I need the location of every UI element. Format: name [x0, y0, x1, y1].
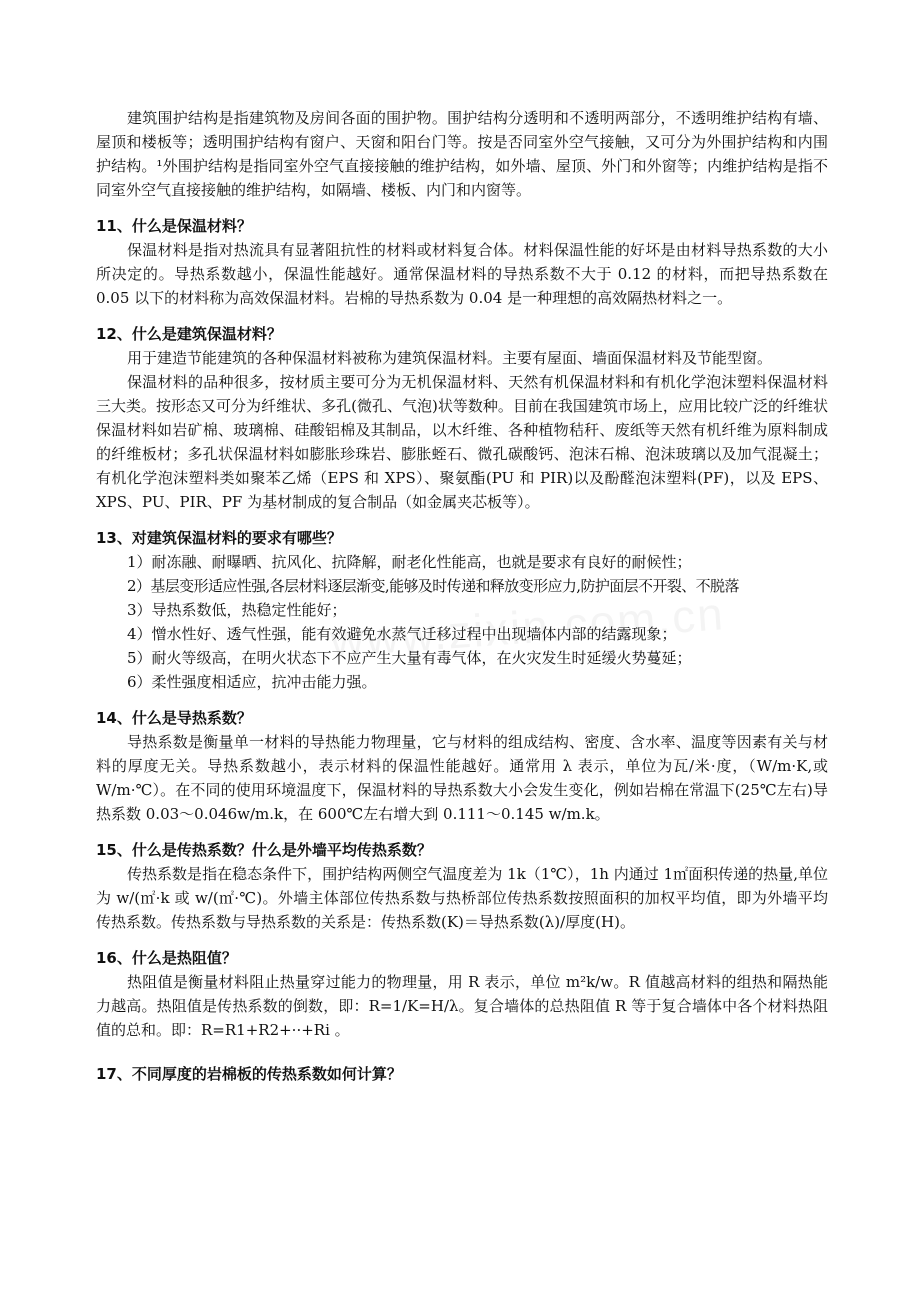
section-11	[96, 214, 828, 310]
section-17	[96, 1062, 828, 1086]
section-paragraph: 传热系数是指在稳态条件下，围护结构两侧空气温度差为 1k（1℃），1h 内通过 1㎡面积传递的热量,单位为 w/(㎡·k 或 w/(㎡·℃)。外墙主体部位传热系数与热桥部位传热系数按照面积的加权平均值，即为外墙平均传热系数。传热系数与导热系数的关系是：传热系数(K)＝导热系数(λ)/厚度(H)。	[96, 865, 828, 931]
section-heading: 17、不同厚度的岩棉板的传热系数如何计算？	[96, 1065, 402, 1083]
section-heading: 12、什么是建筑保温材料？	[96, 325, 282, 343]
intro-paragraph: 建筑围护结构是指建筑物及房间各面的围护物。围护结构分透明和不透明两部分，不透明维护结构有墙、屋顶和楼板等；透明围护结构有窗户、天窗和阳台门等。按是否同室外空气接触，又可分为外围护结构和内围护结构。¹外围护结构是指同室外空气直接接触的维护结构，如外墙、屋顶、外门和外窗等；内维护结构是指不同室外空气直接接触的维护结构，如隔墙、楼板、内门和内窗等。	[96, 109, 828, 199]
section-14	[96, 706, 828, 826]
section-13	[96, 526, 828, 694]
section-heading: 14、什么是导热系数？	[96, 709, 252, 727]
section-16	[96, 946, 828, 1042]
section-paragraph: 保温材料的品种很多，按材质主要可分为无机保温材料、天然有机保温材料和有机化学泡沫塑料保温材料三大类。按形态又可分为纤维状、多孔(微孔、气泡)状等数种。目前在我国建筑市场上，应用比较广泛的纤维状保温材料如岩矿棉、玻璃棉、硅酸铝棉及其制品，以木纤维、各种植物秸秆、废纸等天然有机纤维为原料制成的纤维板材；多孔状保温材料如膨胀珍珠岩、膨胀蛭石、微孔碳酸钙、泡沫石棉、泡沫玻璃以及加气混凝土；有机化学泡沫塑料类如聚苯乙烯（EPS 和 XPS）、聚氨酯(PU 和 PIR)以及酚醛泡沫塑料(PF)，以及 EPS、XPS、PU、PIR、PF 为基材制成的复合制品（如金属夹芯板等）。	[96, 373, 828, 511]
section-paragraph: 保温材料是指对热流具有显著阻抗性的材料或材料复合体。材料保温性能的好坏是由材料导热系数的大小所决定的。导热系数越小，保温性能越好。通常保温材料的导热系数不大于 0.12 的材料，而把导热系数在 0.05 以下的材料称为高效保温材料。岩棉的导热系数为 0.04 是一种理想的高效隔热材料之一。	[96, 241, 828, 307]
requirement-item: 1）耐冻融、耐曝晒、抗风化、抗降解，耐老化性能高，也就是要求有良好的耐候性；	[127, 553, 692, 571]
requirement-item: 5）耐火等级高，在明火状态下不应产生大量有毒气体，在火灾发生时延缓火势蔓延；	[127, 649, 692, 667]
section-heading: 15、什么是传热系数？什么是外墙平均传热系数？	[96, 841, 432, 859]
requirement-item: 4）憎水性好、透气性强，能有效避免水蒸气迁移过程中出现墙体内部的结露现象；	[127, 625, 677, 643]
requirement-item: 2）基层变形适应性强,各层材料逐层渐变,能够及时传递和释放变形应力,防护面层不开裂、不脱落	[127, 577, 739, 595]
section-paragraph: 用于建造节能建筑的各种保温材料被称为建筑保温材料。主要有屋面、墙面保温材料及节能型窗。	[127, 349, 773, 367]
requirement-item: 3）导热系数低，热稳定性能好；	[127, 601, 347, 619]
requirement-item: 6）柔性强度相适应，抗冲击能力强。	[127, 673, 377, 691]
document-page	[96, 106, 828, 1086]
section-paragraph: 导热系数是衡量单一材料的导热能力物理量，它与材料的组成结构、密度、含水率、温度等因素有关与材料的厚度无关。导热系数越小，表示材料的保温性能越好。通常用 λ 表示，单位为瓦/米·度，（W/m·K,或 W/m·℃）。在不同的使用环境温度下，保温材料的导热系数大小会发生变化，例如岩棉在常温下(25℃左右)导热系数 0.03～0.046w/m.k，在 600℃左右增大到 0.111～0.145 w/m.k。	[96, 733, 828, 823]
section-heading: 13、对建筑保温材料的要求有哪些？	[96, 529, 342, 547]
section-heading: 11、什么是保温材料？	[96, 217, 252, 235]
section-paragraph: 热阻值是衡量材料阻止热量穿过能力的物理量，用 R 表示，单位 m²k/w。R 值越高材料的组热和隔热能力越高。热阻值是传热系数的倒数，即：R=1/K=H/λ。复合墙体的总热阻值 R 等于复合墙体中各个材料热阻值的总和。即：R=R1+R2+··+Ri 。	[96, 973, 828, 1039]
section-heading: 16、什么是热阻值？	[96, 949, 237, 967]
section-15	[96, 838, 828, 934]
section-12	[96, 322, 828, 514]
